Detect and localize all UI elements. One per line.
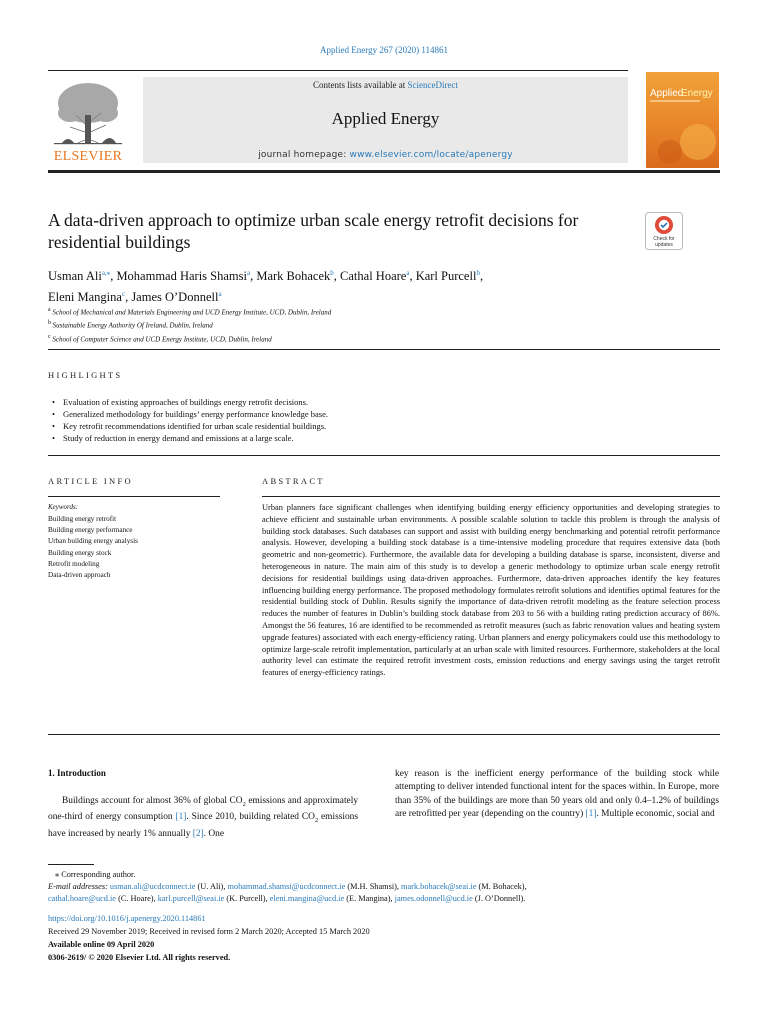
cover-title-energy: Energy <box>681 88 713 99</box>
affiliations <box>48 305 648 345</box>
available-online-date: Available online 09 April 2020 <box>48 940 155 949</box>
affiliation: $^b$ Sustainable Energy Authority Of Ireland, Dublin, Ireland <box>48 320 213 330</box>
email-addresses: E-mail addresses: usman.ali@ucdconnect.ie (U. Ali), mohammad.shamsi@ucdconnect.ie (M.H. Shamsi), mark.bohacek@seai.ie (M. Bohacek), cathal.hoare@ucd.ie (C. Hoare), karl.purcell@seai.ie (K. Purcell), eleni.mangina@ucd.ie (E. Mangina), james.odonnell@ucd.ie (J. O’Donnell). <box>48 882 527 903</box>
crossmark-label-line2: updates <box>655 242 673 248</box>
article-info-divider <box>48 496 220 497</box>
keyword: Building energy performance <box>48 526 133 535</box>
author[interactable]: Usman Ali$^{a,⁎}$ <box>48 269 111 284</box>
highlights-heading: HIGHLIGHTS <box>48 370 123 380</box>
email-link[interactable]: mark.bohacek@seai.ie <box>401 882 477 891</box>
keyword: Retrofit modeling <box>48 559 100 568</box>
publisher-logo-text: ELSEVIER <box>53 149 123 163</box>
author[interactable]: Mark Bohacek$^b$ <box>256 269 334 284</box>
sciencedirect-link[interactable]: ScienceDirect <box>407 80 458 90</box>
email-link[interactable]: usman.ali@ucdconnect.ie <box>109 882 196 891</box>
author[interactable]: James O’Donnell$^a$ <box>131 290 222 305</box>
contents-prefix: Contents lists available at <box>313 80 408 90</box>
corresponding-author-note: ⁎ Corresponding author. <box>55 870 136 879</box>
intro-paragraph-left: Buildings account for almost 36% of global $CO_2$ emissions and approximately one-third of energy consumption [1]. Since 2010, building related $CO_2$ emissions have increased by nearly 1% annually [2]. One <box>48 796 359 839</box>
article-info-heading: ARTICLE INFO <box>48 476 133 486</box>
reference-link[interactable]: [1] <box>585 809 597 820</box>
contents-line <box>143 80 628 90</box>
elsevier-logo[interactable] <box>48 77 128 163</box>
reference-link[interactable]: [1] <box>175 812 187 823</box>
abstract-heading: ABSTRACT <box>262 476 325 486</box>
journal-cover-image <box>646 72 719 168</box>
email-link[interactable]: mohammad.shamsi@ucdconnect.ie <box>227 882 346 891</box>
affiliation: $^a$ School of Mechanical and Materials Engineering and UCD Energy Institute, UCD, Dublin, Ireland <box>48 307 332 317</box>
keyword: Building energy retrofit <box>48 515 117 523</box>
highlight-item: • Evaluation of existing approaches of buildings energy retrofit decisions. <box>52 396 652 408</box>
keyword: Building energy stock <box>48 548 112 557</box>
journal-header-band <box>143 77 628 163</box>
highlight-item: • Generalized methodology for buildings’ energy performance knowledge base. <box>52 408 652 420</box>
author[interactable]: Eleni Mangina$^c$ <box>48 290 126 305</box>
footnote-divider <box>48 864 94 865</box>
email-link[interactable]: karl.purcell@seai.ie <box>157 894 225 903</box>
introduction-heading: 1. Introduction <box>48 768 106 778</box>
crossmark-label-line1: Check for <box>653 236 675 242</box>
keyword: Urban building energy analysis <box>48 537 138 546</box>
journal-cover-thumbnail[interactable] <box>646 72 719 168</box>
email-link[interactable]: james.odonnell@ucd.ie <box>394 894 473 903</box>
author-list: Usman Ali$^{a,⁎}$, Mohammad Haris Shamsi$^a$, Mark Bohacek$^b$, Cathal Hoare$^a$, Karl Purcell$^b$, Eleni Mangina$^c$, James O’Donnell$^a$ <box>48 269 484 305</box>
abstract-divider <box>262 496 720 497</box>
author[interactable]: Mohammad Haris Shamsi$^a$ <box>116 269 251 284</box>
journal-homepage-link[interactable]: www.elsevier.com/locate/apenergy <box>349 150 513 160</box>
journal-reference-link[interactable]: Applied Energy 267 (2020) 114861 <box>320 45 448 55</box>
section-divider <box>48 349 720 350</box>
journal-title: Applied Energy <box>331 109 440 128</box>
doi-link[interactable]: https://doi.org/10.1016/j.apenergy.2020.114861 <box>48 914 206 923</box>
section-divider <box>48 455 720 456</box>
keywords-list <box>48 514 138 581</box>
section-divider <box>48 734 720 735</box>
journal-homepage-line <box>143 150 628 160</box>
reference-link[interactable]: [2] <box>192 828 204 839</box>
check-for-updates-button[interactable] <box>645 212 683 250</box>
highlights-list <box>52 396 652 444</box>
cover-title-applied: Applied <box>650 88 684 99</box>
highlight-item: • Key retrofit recommendations identified for urban scale residential buildings. <box>52 420 652 432</box>
abstract-body: Urban planners face significant challenges when identifying building energy efficiency opportunities and developing strategies to achieve efficient and sustainable urban environments. A possible scalable solution to tackle this problem is through the analysis of building stock databases. Such databases can support and assist with building energy benchmarking and potential retrofit performance analysis. However, developing a building stock database is a time-intensive modeling procedure that requires extensive data (both geometric and non-geometric). Furthermore, the available data for developing a building database is sparse, inconsistent, diverse and heterogeneous in nature. The main aim of this study is to develop a generic methodology to optimize urban scale energy retrofit decisions for residential buildings using data-driven approaches. Furthermore, data-driven approaches identify the key features influencing building energy performance. The proposed methodology formulates retrofit solutions and identifies optimal features for the residential building stock of Dublin. Results signify the importance of data-driven retrofit modeling as the feature selection process reduces the number of features in Dublin’s building stock database from 203 to 56 with a building rating prediction accuracy of 86%. Amongst the 56 features, 16 are identified to be recommended as retrofit measures (such as fabric renovation values and heating system upgrade features) associated with each energy-efficiency rating. Urban planners and energy policymakers could use this methodology to optimize large-scale retrofit implementation, particularly at an urban scale with limited resources. Furthermore, stakeholders at the local authority level can estimate the required retrofit investment costs, emission reductions and energy savings using the target retrofit features of energy-efficiency ratings. <box>262 503 720 678</box>
received-dates: Received 29 November 2019; Received in revised form 2 March 2020; Accepted 15 March 2020 <box>48 927 370 936</box>
author[interactable]: Cathal Hoare$^a$ <box>340 269 410 284</box>
author[interactable]: Karl Purcell$^b$ <box>415 269 480 284</box>
keyword: Data-driven approach <box>48 571 111 580</box>
intro-paragraph-right: key reason is the inefficient energy performance of the building stock while attempting to deliver intended functional intent for the spaces within. In Europe, more than 35% of the buildings are more than 50 years old and only 0.4–1.2% of buildings are retrofitted per year (depending on the country) [1]. Multiple economic, social and <box>395 769 719 820</box>
article-title: A data-driven approach to optimize urban scale energy retrofit decisions for residential buildings <box>48 210 579 252</box>
header-divider <box>48 70 628 71</box>
keywords-heading: Keywords: <box>48 503 79 511</box>
elsevier-tree-icon <box>48 77 128 163</box>
highlight-item: • Study of reduction in energy demand and emissions at a large scale. <box>52 432 652 444</box>
email-link[interactable]: eleni.mangina@ucd.ie <box>269 894 345 903</box>
homepage-prefix: journal homepage: <box>258 150 350 160</box>
crossmark-icon <box>645 212 683 250</box>
affiliation: $^c$ School of Computer Science and UCD Energy Institute, UCD, Dublin, Ireland <box>48 333 272 343</box>
email-link[interactable]: cathal.hoare@ucd.ie <box>48 894 116 903</box>
header-thick-divider <box>48 170 720 173</box>
copyright-notice: 0306-2619/ © 2020 Elsevier Ltd. All rights reserved. <box>48 953 231 962</box>
